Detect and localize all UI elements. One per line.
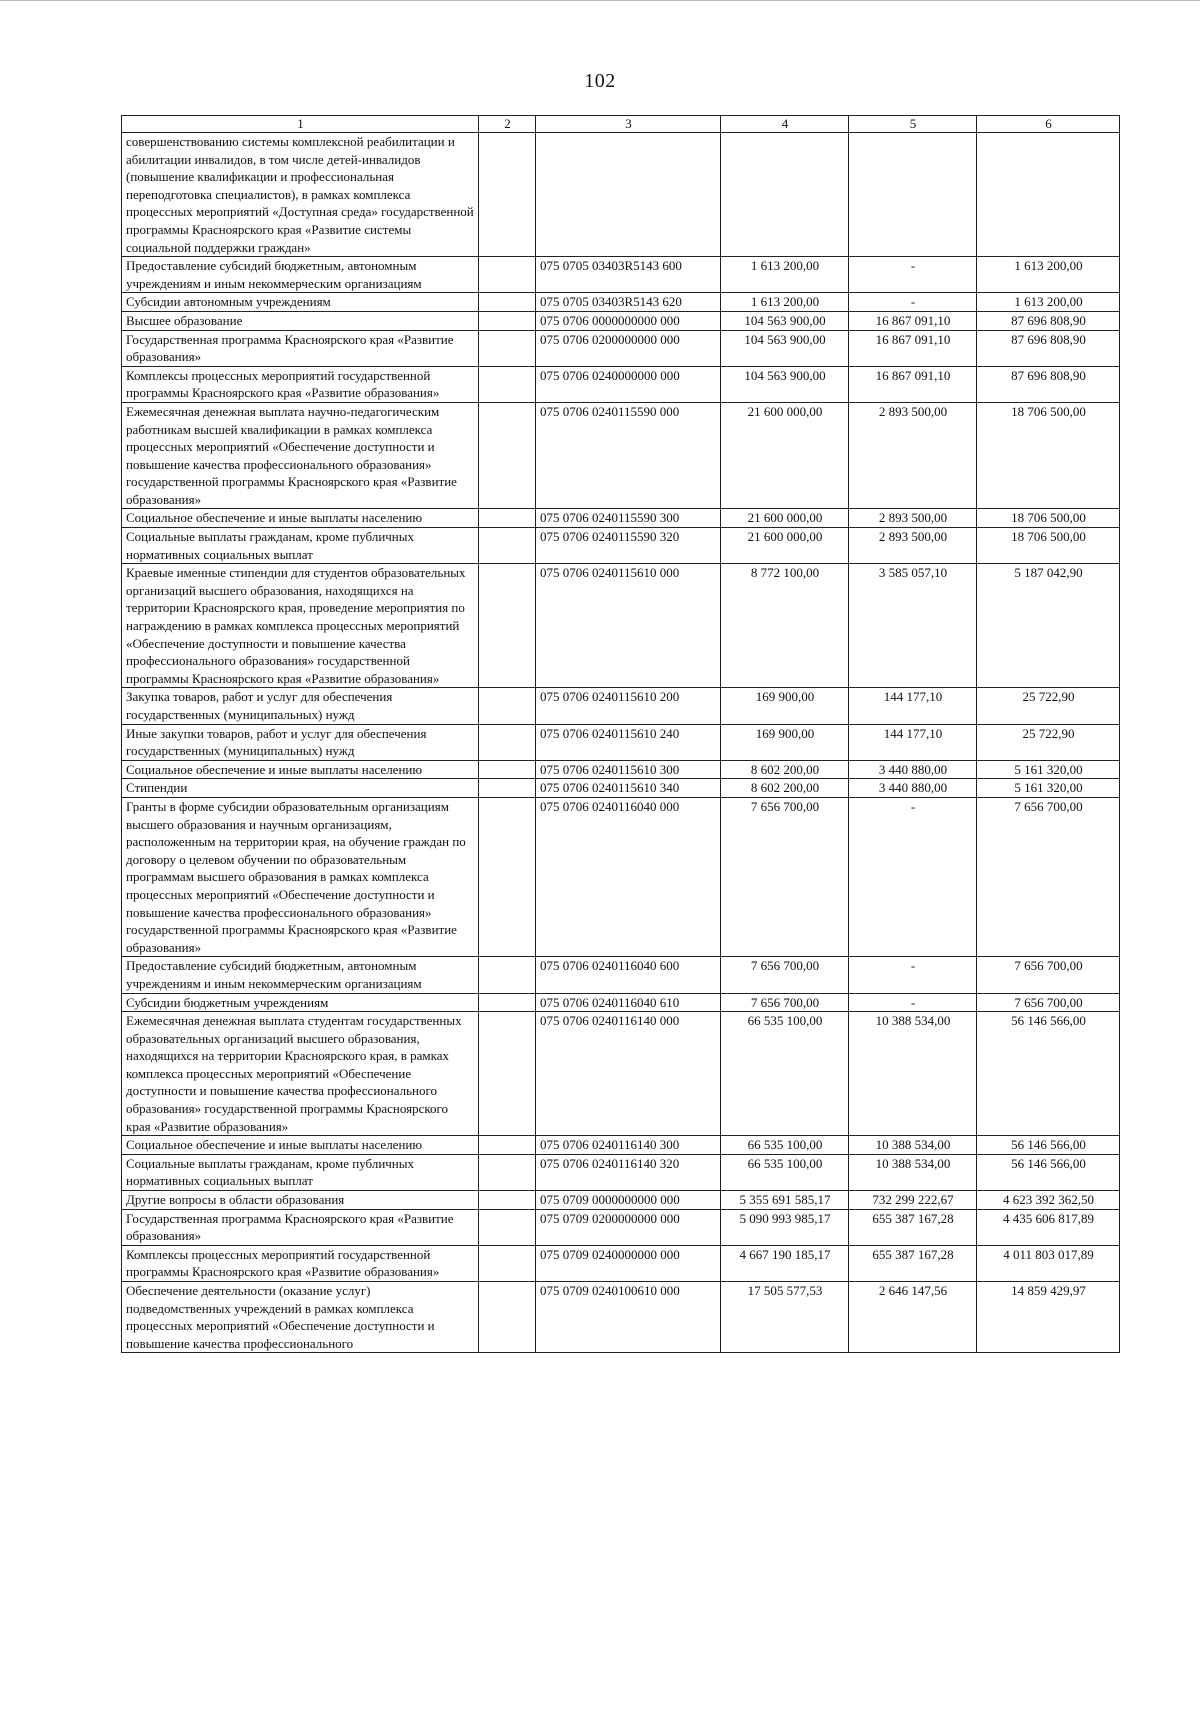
row-amount-cell: 1 613 200,00 <box>721 293 849 312</box>
row-amount-cell: 66 535 100,00 <box>721 1154 849 1190</box>
row-name-cell: Другие вопросы в области образования <box>122 1191 479 1210</box>
row-name-cell: Социальные выплаты гражданам, кроме публичных нормативных социальных выплат <box>122 528 479 564</box>
row-col2-cell <box>479 1154 536 1190</box>
row-amount-cell: 169 900,00 <box>721 724 849 760</box>
row-total-cell: 4 435 606 817,89 <box>977 1209 1120 1245</box>
row-changes-cell: - <box>849 257 977 293</box>
table-header <box>122 116 1120 133</box>
row-name-cell: Иные закупки товаров, работ и услуг для обеспечения государственных (муниципальных) нужд <box>122 724 479 760</box>
row-changes-cell: 2 893 500,00 <box>849 528 977 564</box>
row-col2-cell <box>479 724 536 760</box>
table-row <box>122 564 1120 688</box>
row-code-cell: 075 0706 0240116040 600 <box>536 957 721 993</box>
row-col2-cell <box>479 528 536 564</box>
row-total-cell: 56 146 566,00 <box>977 1154 1120 1190</box>
row-name-cell: Субсидии бюджетным учреждениям <box>122 993 479 1012</box>
row-amount-cell: 1 613 200,00 <box>721 257 849 293</box>
row-col2-cell <box>479 293 536 312</box>
row-changes-cell: 2 893 500,00 <box>849 509 977 528</box>
table-row <box>122 688 1120 724</box>
row-code-cell: 075 0709 0000000000 000 <box>536 1191 721 1210</box>
row-name-cell: Высшее образование <box>122 311 479 330</box>
row-changes-cell: 10 388 534,00 <box>849 1012 977 1136</box>
row-changes-cell: 2 893 500,00 <box>849 402 977 509</box>
row-code-cell: 075 0706 0240116040 000 <box>536 797 721 956</box>
row-changes-cell: 732 299 222,67 <box>849 1191 977 1210</box>
row-changes-cell: 144 177,10 <box>849 724 977 760</box>
row-col2-cell <box>479 1245 536 1281</box>
budget-table <box>121 115 1120 1353</box>
row-amount-cell: 7 656 700,00 <box>721 993 849 1012</box>
row-total-cell: 4 011 803 017,89 <box>977 1245 1120 1281</box>
row-amount-cell: 5 090 993 985,17 <box>721 1209 849 1245</box>
row-changes-cell: - <box>849 293 977 312</box>
row-amount-cell: 8 772 100,00 <box>721 564 849 688</box>
row-code-cell: 075 0706 0240115590 300 <box>536 509 721 528</box>
row-total-cell: 25 722,90 <box>977 688 1120 724</box>
row-name-cell: Краевые именные стипендии для студентов образовательных организаций высшего образования, находящихся на территории Красноярского края, проведение мероприятия по награждению в рамках комплекса процессных мероприятий «Обеспечение доступности и повышение качества профессионального образования» государственной программы Красноярского края «Развитие образования» <box>122 564 479 688</box>
row-col2-cell <box>479 760 536 779</box>
row-col2-cell <box>479 1282 536 1353</box>
row-total-cell: 1 613 200,00 <box>977 293 1120 312</box>
page-number: 102 <box>584 70 616 92</box>
row-col2-cell <box>479 257 536 293</box>
row-code-cell: 075 0705 03403R5143 600 <box>536 257 721 293</box>
row-changes-cell: 16 867 091,10 <box>849 311 977 330</box>
row-amount-cell: 104 563 900,00 <box>721 366 849 402</box>
row-changes-cell: 3 440 880,00 <box>849 779 977 798</box>
table-row <box>122 528 1120 564</box>
table-row <box>122 1012 1120 1136</box>
row-col2-cell <box>479 1191 536 1210</box>
row-total-cell: 4 623 392 362,50 <box>977 1191 1120 1210</box>
table-row <box>122 1245 1120 1281</box>
table-row <box>122 330 1120 366</box>
row-amount-cell: 66 535 100,00 <box>721 1136 849 1155</box>
table-body <box>122 133 1120 1353</box>
row-col2-cell <box>479 564 536 688</box>
row-col2-cell <box>479 797 536 956</box>
row-col2-cell <box>479 133 536 257</box>
row-total-cell: 18 706 500,00 <box>977 528 1120 564</box>
row-changes-cell: 10 388 534,00 <box>849 1136 977 1155</box>
row-code-cell: 075 0705 03403R5143 620 <box>536 293 721 312</box>
row-total-cell: 56 146 566,00 <box>977 1136 1120 1155</box>
table-row <box>122 760 1120 779</box>
row-amount-cell: 104 563 900,00 <box>721 330 849 366</box>
row-changes-cell <box>849 133 977 257</box>
row-name-cell: Комплексы процессных мероприятий государственной программы Красноярского края «Развитие образования» <box>122 1245 479 1281</box>
table-row <box>122 724 1120 760</box>
row-col2-cell <box>479 330 536 366</box>
row-amount-cell: 21 600 000,00 <box>721 509 849 528</box>
row-code-cell: 075 0706 0240116140 000 <box>536 1012 721 1136</box>
header-row <box>122 116 1120 133</box>
row-total-cell: 7 656 700,00 <box>977 993 1120 1012</box>
row-name-cell: совершенствованию системы комплексной реабилитации и абилитации инвалидов, в том числе детей-инвалидов (повышение квалификации и профессиональная переподготовка специалистов), в рамках комплекса процессных мероприятий «Доступная среда» государственной программы Красноярского края «Развитие системы социальной поддержки граждан» <box>122 133 479 257</box>
table-row <box>122 509 1120 528</box>
row-total-cell: 7 656 700,00 <box>977 957 1120 993</box>
row-col2-cell <box>479 402 536 509</box>
row-name-cell: Комплексы процессных мероприятий государственной программы Красноярского края «Развитие образования» <box>122 366 479 402</box>
row-amount-cell: 8 602 200,00 <box>721 760 849 779</box>
table-row <box>122 1209 1120 1245</box>
table-row <box>122 133 1120 257</box>
row-code-cell: 075 0706 0240115590 320 <box>536 528 721 564</box>
row-code-cell: 075 0706 0240000000 000 <box>536 366 721 402</box>
row-name-cell: Государственная программа Красноярского края «Развитие образования» <box>122 1209 479 1245</box>
row-amount-cell: 17 505 577,53 <box>721 1282 849 1353</box>
row-changes-cell: 144 177,10 <box>849 688 977 724</box>
row-code-cell: 075 0709 0240100610 000 <box>536 1282 721 1353</box>
row-changes-cell: 10 388 534,00 <box>849 1154 977 1190</box>
row-total-cell: 87 696 808,90 <box>977 330 1120 366</box>
row-total-cell: 18 706 500,00 <box>977 402 1120 509</box>
table-row <box>122 402 1120 509</box>
row-total-cell: 5 187 042,90 <box>977 564 1120 688</box>
row-code-cell: 075 0706 0240115610 340 <box>536 779 721 798</box>
row-total-cell: 14 859 429,97 <box>977 1282 1120 1353</box>
row-amount-cell: 21 600 000,00 <box>721 402 849 509</box>
row-col2-cell <box>479 1209 536 1245</box>
row-code-cell: 075 0706 0240115610 000 <box>536 564 721 688</box>
table-row <box>122 957 1120 993</box>
row-name-cell: Предоставление субсидий бюджетным, автономным учреждениям и иным некоммерческим организациям <box>122 257 479 293</box>
row-col2-cell <box>479 1136 536 1155</box>
row-name-cell: Обеспечение деятельности (оказание услуг) подведомственных учреждений в рамках комплекса процессных мероприятий «Обеспечение доступности и повышение качества профессионального <box>122 1282 479 1353</box>
row-total-cell: 87 696 808,90 <box>977 366 1120 402</box>
row-code-cell: 075 0709 0200000000 000 <box>536 1209 721 1245</box>
row-col2-cell <box>479 779 536 798</box>
row-col2-cell <box>479 509 536 528</box>
row-col2-cell <box>479 366 536 402</box>
row-name-cell: Социальное обеспечение и иные выплаты населению <box>122 509 479 528</box>
header-col-1: 1 <box>122 116 479 133</box>
row-total-cell: 25 722,90 <box>977 724 1120 760</box>
row-name-cell: Субсидии автономным учреждениям <box>122 293 479 312</box>
table-row <box>122 293 1120 312</box>
header-col-6: 6 <box>977 116 1120 133</box>
row-changes-cell: 3 440 880,00 <box>849 760 977 779</box>
row-changes-cell: 655 387 167,28 <box>849 1245 977 1281</box>
row-total-cell: 7 656 700,00 <box>977 797 1120 956</box>
row-changes-cell: 655 387 167,28 <box>849 1209 977 1245</box>
table-row <box>122 366 1120 402</box>
row-col2-cell <box>479 993 536 1012</box>
row-name-cell: Гранты в форме субсидии образовательным организациям высшего образования и научным организациям, расположенным на территории края, на обучение граждан по договору о целевом обучении по образовательным программам высшего образования в рамках комплекса процессных мероприятий «Обеспечение доступности и повышение качества профессионального образования» государственной программы Красноярского края «Развитие образования» <box>122 797 479 956</box>
page-top-edge <box>0 0 1200 1</box>
row-code-cell: 075 0706 0000000000 000 <box>536 311 721 330</box>
row-amount-cell: 169 900,00 <box>721 688 849 724</box>
row-col2-cell <box>479 1012 536 1136</box>
header-col-3: 3 <box>536 116 721 133</box>
row-total-cell: 1 613 200,00 <box>977 257 1120 293</box>
row-total-cell: 5 161 320,00 <box>977 760 1120 779</box>
row-code-cell: 075 0706 0240116140 300 <box>536 1136 721 1155</box>
row-col2-cell <box>479 957 536 993</box>
table-row <box>122 1282 1120 1353</box>
row-name-cell: Ежемесячная денежная выплата научно-педагогическим работникам высшей квалификации в рамках комплекса процессных мероприятий «Обеспечение доступности и повышение качества профессионального образования» государственной программы Красноярского края «Развитие образования» <box>122 402 479 509</box>
row-amount-cell: 21 600 000,00 <box>721 528 849 564</box>
row-code-cell: 075 0706 0240116140 320 <box>536 1154 721 1190</box>
row-amount-cell: 8 602 200,00 <box>721 779 849 798</box>
row-amount-cell: 66 535 100,00 <box>721 1012 849 1136</box>
row-amount-cell: 7 656 700,00 <box>721 957 849 993</box>
row-amount-cell: 7 656 700,00 <box>721 797 849 956</box>
header-col-2: 2 <box>479 116 536 133</box>
table-row <box>122 1154 1120 1190</box>
row-col2-cell <box>479 688 536 724</box>
row-name-cell: Социальное обеспечение и иные выплаты населению <box>122 1136 479 1155</box>
row-total-cell: 5 161 320,00 <box>977 779 1120 798</box>
row-changes-cell: 16 867 091,10 <box>849 366 977 402</box>
row-name-cell: Социальное обеспечение и иные выплаты населению <box>122 760 479 779</box>
table-row <box>122 1136 1120 1155</box>
row-col2-cell <box>479 311 536 330</box>
row-changes-cell: 16 867 091,10 <box>849 330 977 366</box>
row-name-cell: Ежемесячная денежная выплата студентам государственных образовательных организаций высшего образования, находящихся на территории Красноярского края, в рамках комплекса процессных мероприятий «Обеспечение доступности и повышение качества профессионального образования» государственной программы Красноярского края «Развитие образования» <box>122 1012 479 1136</box>
row-name-cell: Социальные выплаты гражданам, кроме публичных нормативных социальных выплат <box>122 1154 479 1190</box>
table-row <box>122 1191 1120 1210</box>
row-code-cell: 075 0706 0240115590 000 <box>536 402 721 509</box>
row-code-cell: 075 0706 0200000000 000 <box>536 330 721 366</box>
table-row <box>122 257 1120 293</box>
table-row <box>122 993 1120 1012</box>
row-amount-cell <box>721 133 849 257</box>
row-changes-cell: 3 585 057,10 <box>849 564 977 688</box>
row-total-cell: 56 146 566,00 <box>977 1012 1120 1136</box>
table-row <box>122 797 1120 956</box>
row-code-cell: 075 0709 0240000000 000 <box>536 1245 721 1281</box>
row-total-cell: 87 696 808,90 <box>977 311 1120 330</box>
row-total-cell <box>977 133 1120 257</box>
row-name-cell: Закупка товаров, работ и услуг для обеспечения государственных (муниципальных) нужд <box>122 688 479 724</box>
table-row <box>122 311 1120 330</box>
row-code-cell: 075 0706 0240115610 240 <box>536 724 721 760</box>
row-name-cell: Государственная программа Красноярского края «Развитие образования» <box>122 330 479 366</box>
row-amount-cell: 4 667 190 185,17 <box>721 1245 849 1281</box>
row-code-cell: 075 0706 0240116040 610 <box>536 993 721 1012</box>
row-changes-cell: - <box>849 797 977 956</box>
table-row <box>122 779 1120 798</box>
header-col-4: 4 <box>721 116 849 133</box>
row-total-cell: 18 706 500,00 <box>977 509 1120 528</box>
row-changes-cell: 2 646 147,56 <box>849 1282 977 1353</box>
row-amount-cell: 104 563 900,00 <box>721 311 849 330</box>
row-name-cell: Стипендии <box>122 779 479 798</box>
row-name-cell: Предоставление субсидий бюджетным, автономным учреждениям и иным некоммерческим организациям <box>122 957 479 993</box>
row-code-cell: 075 0706 0240115610 300 <box>536 760 721 779</box>
row-code-cell <box>536 133 721 257</box>
row-code-cell: 075 0706 0240115610 200 <box>536 688 721 724</box>
row-changes-cell: - <box>849 993 977 1012</box>
row-changes-cell: - <box>849 957 977 993</box>
header-col-5: 5 <box>849 116 977 133</box>
row-amount-cell: 5 355 691 585,17 <box>721 1191 849 1210</box>
